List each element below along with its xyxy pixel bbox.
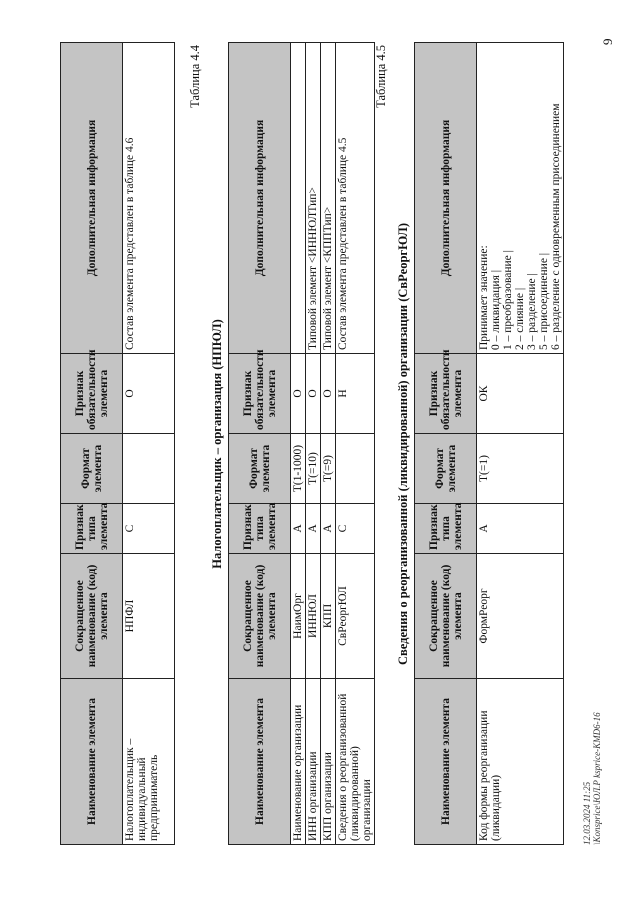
table-row	[291, 43, 306, 845]
value-line: 2 – слияние |	[514, 287, 526, 350]
cell-mandatory: О	[306, 354, 321, 434]
print-stamp	[582, 585, 602, 845]
value-line: Принимает значение:	[478, 245, 490, 350]
cell-name: Сведения о реорганизованной (ликвидированной) организации	[336, 679, 375, 845]
header-cell: Дополнительная информация	[415, 43, 477, 354]
cell-name: Налогоплательщик – индивидуальный предприниматель	[123, 679, 175, 845]
cell-format: T(1-1000)	[291, 434, 306, 504]
header-cell: Сокращенное наименование (код) элемента	[415, 554, 477, 679]
header-cell: Формат элемента	[229, 434, 291, 504]
table-4-5	[414, 42, 564, 845]
cell-format: T(=1)	[477, 434, 564, 504]
cell-code: ФормРеорг	[477, 554, 564, 679]
value-line: 3 – разделение |	[526, 273, 538, 350]
header-cell: Сокращенное наименование (код) элемента	[61, 554, 123, 679]
cell-type: С	[123, 504, 175, 554]
table-header-row	[229, 43, 291, 845]
header-cell: Наименование элемента	[415, 679, 477, 845]
cell-mandatory: ОК	[477, 354, 564, 434]
header-cell: Наименование элемента	[61, 679, 123, 845]
stamp-date: 12.03.2024 11:25	[582, 781, 592, 845]
cell-format: T(=10)	[306, 434, 321, 504]
cell-info	[291, 43, 306, 354]
table-title-4-4: Налогоплательщик – организация (НПЮЛ)	[210, 319, 224, 569]
cell-type: А	[291, 504, 306, 554]
cell-info: Состав элемента представлен в таблице 4.6	[123, 43, 175, 354]
header-cell: Признак типа элемента	[61, 504, 123, 554]
cell-name: КПП организации	[321, 679, 336, 845]
header-cell: Формат элемента	[61, 434, 123, 504]
cell-info: Состав элемента представлен в таблице 4.5	[336, 43, 375, 354]
table-label-4-4: Таблица 4.4	[188, 45, 202, 108]
header-cell: Признак обязательности элемента	[415, 354, 477, 434]
table-title-4-5: Сведения о реорганизованной (ликвидированной) организации (СвРеоргЮЛ)	[396, 223, 410, 665]
cell-code: НПФЛ	[123, 554, 175, 679]
value-line: 1 – преобразование |	[502, 250, 514, 350]
cell-code: КПП	[321, 554, 336, 679]
cell-info: Типовой элемент <ИННЮЛТип>	[306, 43, 321, 354]
cell-name: Код формы реорганизации (ликвидации)	[477, 679, 564, 845]
cell-mandatory: О	[123, 354, 175, 434]
header-cell: Наименование элемента	[229, 679, 291, 845]
table-label-4-5: Таблица 4.5	[374, 45, 388, 108]
cell-name: Наименование организации	[291, 679, 306, 845]
header-cell: Признак типа элемента	[229, 504, 291, 554]
table-header-row	[61, 43, 123, 845]
table-row	[321, 43, 336, 845]
cell-info: Типовой элемент <КППТип>	[321, 43, 336, 354]
table-row	[123, 43, 175, 845]
table-4-4	[228, 42, 375, 845]
cell-type: А	[321, 504, 336, 554]
header-cell: Признак типа элемента	[415, 504, 477, 554]
table-continuation	[60, 42, 175, 845]
table-row	[336, 43, 375, 845]
cell-type: А	[477, 504, 564, 554]
cell-format	[336, 434, 375, 504]
cell-code: СвРеоргЮЛ	[336, 554, 375, 679]
cell-mandatory: Н	[336, 354, 375, 434]
header-cell: Признак обязательности элемента	[61, 354, 123, 434]
header-cell: Дополнительная информация	[229, 43, 291, 354]
value-line: 0 – ликвидация |	[490, 269, 502, 350]
cell-code: НаимОрг	[291, 554, 306, 679]
value-line: 5 – присоединение |	[538, 252, 550, 350]
page-number: 9	[600, 38, 615, 45]
header-cell: Формат элемента	[415, 434, 477, 504]
cell-code: ИННЮЛ	[306, 554, 321, 679]
table-row	[477, 43, 564, 845]
cell-format: T(=9)	[321, 434, 336, 504]
cell-type: А	[306, 504, 321, 554]
cell-type: С	[336, 504, 375, 554]
header-cell: Признак обязательности элемента	[229, 354, 291, 434]
header-cell: Сокращенное наименование (код) элемента	[229, 554, 291, 679]
cell-info	[477, 43, 564, 354]
cell-format	[123, 434, 175, 504]
header-cell: Дополнительная информация	[61, 43, 123, 354]
table-row	[306, 43, 321, 845]
cell-name: ИНН организации	[306, 679, 321, 845]
cell-mandatory: О	[321, 354, 336, 434]
stamp-path: \Konsprice\ЮЛ.Р ksprice-KMD6-16	[592, 712, 602, 845]
value-line: 6 – разделение с одновременным присоединением	[550, 103, 562, 350]
table-header-row	[415, 43, 477, 845]
cell-mandatory: О	[291, 354, 306, 434]
